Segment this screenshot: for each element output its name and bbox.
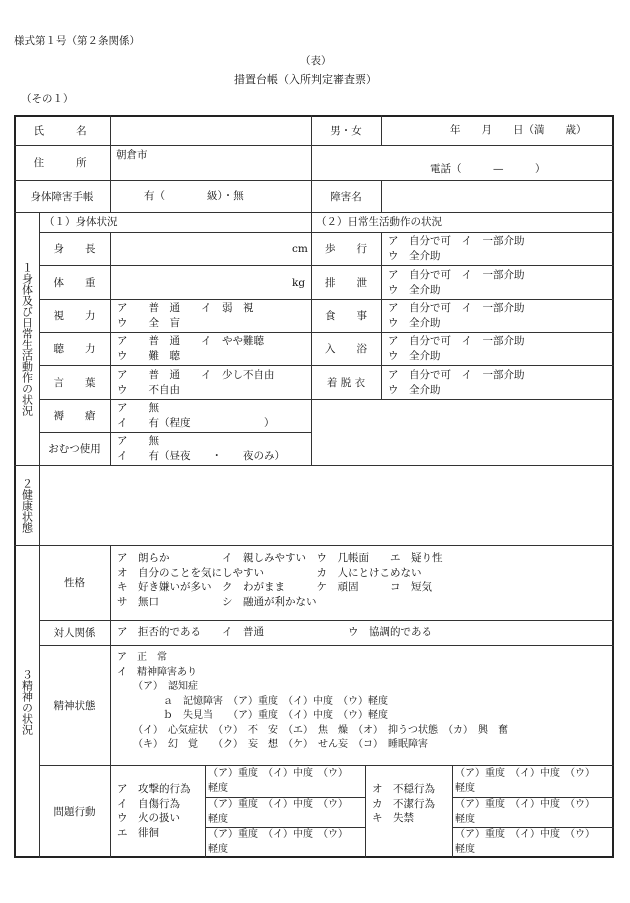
page-title: 措置台帳（入所判定審査票） — [234, 73, 377, 86]
part-label: （その１） — [21, 93, 74, 105]
section3-title: ３精神の状況 — [20, 668, 34, 735]
name-label: 氏 名 — [33, 124, 91, 137]
diaper-options: ア 無 イ 有（昼夜 ・ 夜のみ） — [117, 435, 285, 462]
mental-label: 精神状態 — [53, 699, 96, 712]
relations-label: 対人関係 — [53, 627, 96, 639]
relations-options: ア 拒否的である イ 普通 ウ 協調的である — [117, 626, 432, 638]
personality-options: ア 朗らか イ 親しみやすい ウ 几帳面 エ 疑り性 オ 自分のことを気にしやすい カ 人にとけこめない キ 好き嫌いが多い ク わがまま ケ 頑固 コ 短気 サ 無口 シ 融通が利かない — [117, 552, 443, 608]
handbook-label: 身体障害手帳 — [30, 190, 94, 203]
severity-scale: （ア）重度 （イ）中度 （ウ） 軽度 — [208, 829, 348, 855]
dressing-label: 着 脱 衣 — [326, 376, 366, 389]
excretion-label: 排 泄 — [325, 276, 367, 289]
diaper-label: おむつ使用 — [48, 443, 101, 455]
vision-label: 視 力 — [53, 310, 96, 322]
walking-label: 歩 行 — [325, 243, 367, 255]
body-status-heading: （１）身体状況 — [44, 216, 118, 228]
height-label: 身 長 — [53, 243, 96, 255]
mental-options: ア 正 常 イ 精神障害あり （ア） 認知症 ａ 記憶障害 （ア）重度 （イ）中度 （ウ）軽度 ｂ 失見当 （ア）重度 （イ）中度 （ウ）軽度 （イ） 心気症状 （ウ） 不 安 （エ） 焦 燥 （オ） 抑うつ状態 （カ） 興 奮 （キ） 幻 覚 （ク） 妄 想 （ケ） せん妄 （コ） 睡眠障害 — [117, 652, 508, 750]
bathing-label: 入 浴 — [325, 343, 367, 355]
excretion-options: ア 自分で可 イ 一部介助 ウ 全介助 — [388, 269, 525, 296]
eating-label: 食 事 — [325, 310, 367, 322]
height-unit: cm — [292, 243, 308, 255]
eating-options: ア 自分で可 イ 一部介助 ウ 全介助 — [388, 302, 525, 329]
dressing-options: ア 自分で可 イ 一部介助 ウ 全介助 — [388, 369, 525, 396]
form-number: 様式第１号（第２条関係） — [14, 35, 140, 47]
severity-scale: （ア）重度 （イ）中度 （ウ） 軽度 — [455, 768, 595, 794]
side-label: （表） — [300, 55, 332, 67]
severity-scale: （ア）重度 （イ）中度 （ウ） 軽度 — [455, 799, 595, 825]
bedsore-options: ア 無 イ 有（程度 ） — [117, 402, 275, 429]
address-value: 朝倉市 — [116, 149, 148, 161]
walking-options: ア 自分で可 イ 一部介助 ウ 全介助 — [388, 235, 525, 262]
section1-title: １身体及び日常生活動作の状況 — [20, 261, 34, 416]
personality-label: 性格 — [64, 577, 85, 589]
address-label: 住 所 — [33, 157, 91, 169]
behavior-right-list: オ 不穏行為 カ 不潔行為 キ 失禁 — [372, 783, 435, 824]
speech-options: ア 普 通 イ 少し不自由 ウ 不自由 — [117, 369, 275, 396]
weight-label: 体 重 — [53, 276, 96, 289]
behavior-left-list: ア 攻撃的行為 イ 自傷行為 ウ 火の扱い エ 徘徊 — [117, 783, 191, 839]
hearing-options: ア 普 通 イ やや難聴 ウ 難 聴 — [117, 335, 264, 362]
handbook-value: 有（ 級）・無 — [144, 190, 244, 202]
disability-label: 障害名 — [330, 190, 362, 203]
severity-scale: （ア）重度 （イ）中度 （ウ） 軽度 — [208, 799, 348, 825]
vision-options: ア 普 通 イ 弱 視 ウ 全 盲 — [117, 302, 254, 329]
birth-label: 年 月 日（満 歳） — [450, 124, 587, 136]
severity-scale: （ア）重度 （イ）中度 （ウ） 軽度 — [455, 829, 595, 855]
speech-label: 言 葉 — [53, 376, 96, 389]
weight-unit: kg — [292, 277, 306, 289]
hearing-label: 聴 力 — [53, 343, 96, 355]
section2-title: ２健康状態 — [20, 477, 34, 533]
bedsore-label: 褥 瘡 — [53, 410, 96, 422]
gender-label: 男・女 — [330, 124, 362, 137]
behavior-label: 問題行動 — [53, 806, 96, 818]
severity-scale: （ア）重度 （イ）中度 （ウ） 軽度 — [208, 768, 348, 794]
daily-living-heading: （２）日常生活動作の状況 — [316, 216, 442, 228]
phone-label: 電話（ — ） — [430, 163, 546, 175]
bathing-options: ア 自分で可 イ 一部介助 ウ 全介助 — [388, 335, 525, 362]
